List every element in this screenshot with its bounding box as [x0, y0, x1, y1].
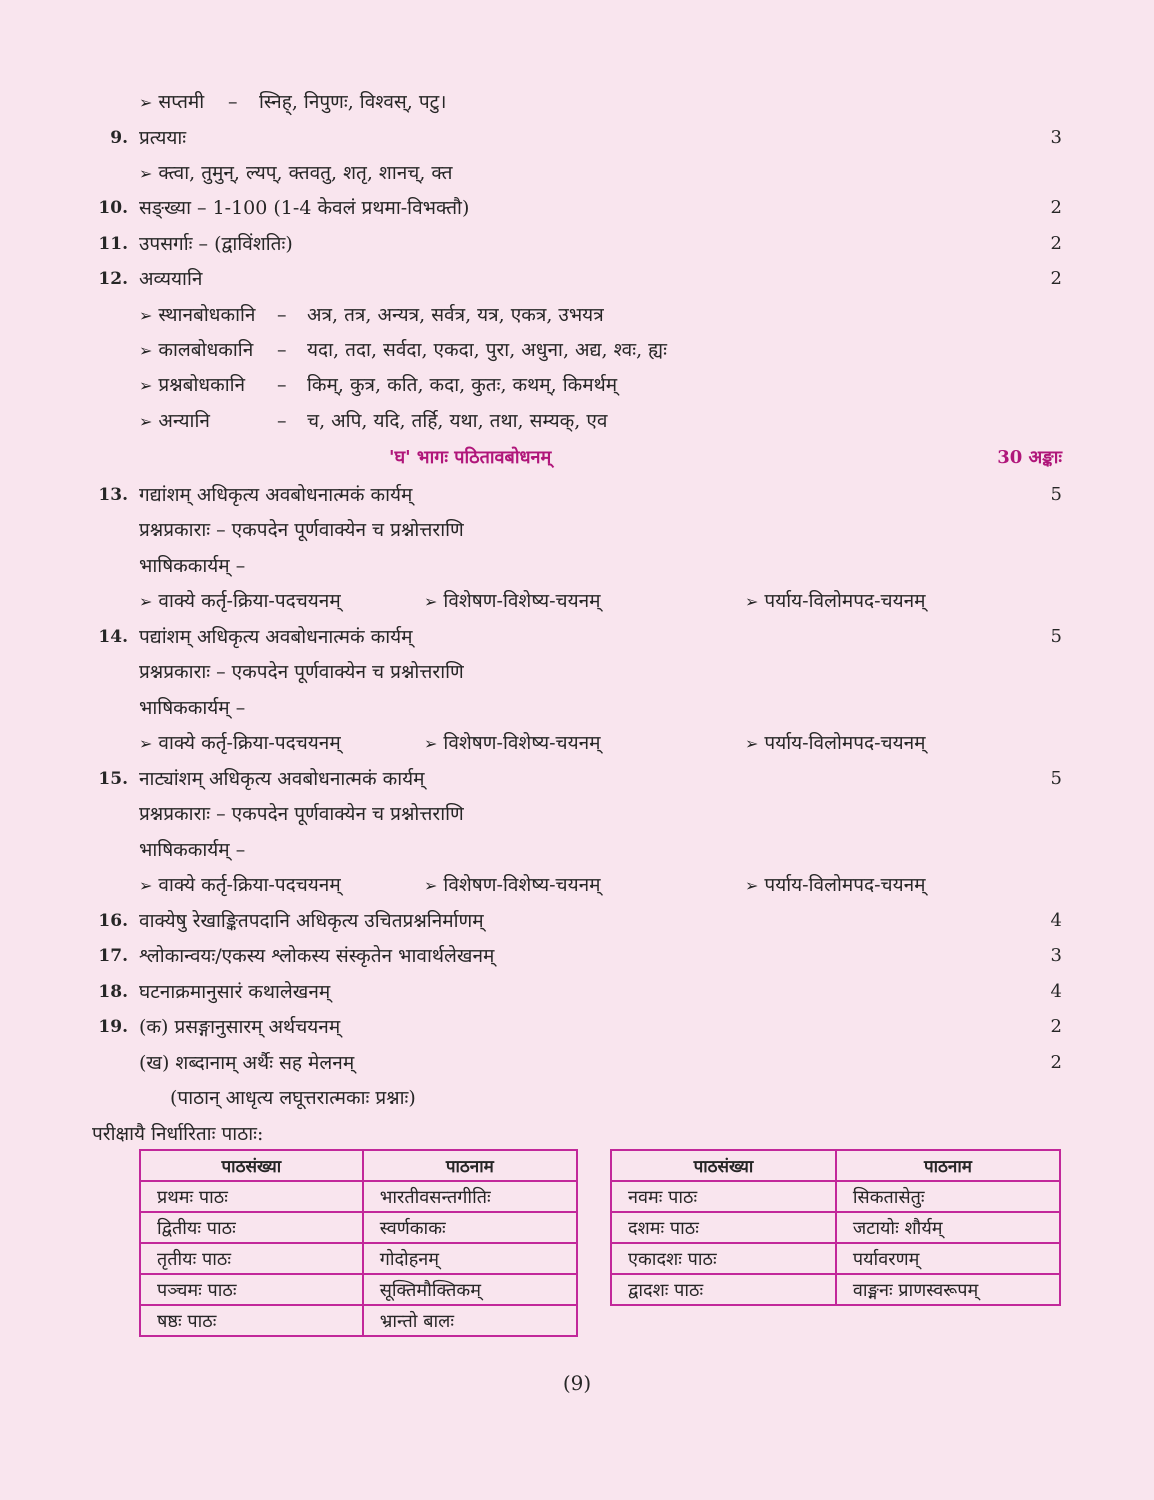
arrow-bullet-icon: ➢: [139, 93, 153, 112]
arrow-bullet-icon: ➢: [139, 734, 153, 753]
lesson-number: एकादशः पाठः: [611, 1243, 836, 1274]
task-label: विशेषण-विशेष्य-चयनम्: [443, 732, 601, 754]
item-marks: 4: [1050, 981, 1062, 1002]
question-line: [0, 939, 1154, 973]
task-item: [745, 584, 926, 619]
dash: –: [277, 339, 287, 361]
syllabus-line: [0, 298, 1154, 332]
item-number: 9.: [110, 128, 128, 148]
item-number: 15.: [98, 769, 128, 789]
lesson-name: गोदोहनम्: [363, 1243, 577, 1274]
language-task-label: भाषिककार्यम् –: [139, 697, 246, 719]
task-label: विशेषण-विशेष्य-चयनम्: [443, 590, 601, 612]
item-values: अत्र, तत्र, अन्यत्र, सर्वत्र, यत्र, एकत्र, उभयत्र: [307, 304, 604, 326]
syllabus-line: [0, 368, 1154, 402]
lesson-number: द्वितीयः पाठः: [140, 1212, 363, 1243]
lesson-number: षष्ठः पाठः: [140, 1305, 363, 1336]
lesson-number: पञ्चमः पाठः: [140, 1274, 363, 1305]
item-values: क्त्वा, तुमुन्, ल्यप्, क्तवतु, शतृ, शानच्, क्त: [158, 162, 453, 184]
language-task-label: भाषिककार्यम् –: [139, 555, 246, 577]
item-text: अव्ययानि: [139, 268, 203, 290]
item-number: 16.: [98, 911, 128, 931]
item-values: यदा, तदा, सर्वदा, एकदा, पुरा, अधुना, अद्य, श्वः, ह्यः: [307, 339, 667, 361]
arrow-bullet-icon: ➢: [139, 592, 153, 611]
arrow-bullet-icon: ➢: [745, 734, 759, 753]
language-task-line: [0, 549, 1154, 583]
question-note: (पाठान् आधृत्य लघूत्तरात्मकाः प्रश्नाः): [170, 1087, 416, 1109]
column-header: पाठनाम: [363, 1150, 577, 1181]
task-item: [745, 726, 926, 761]
bullet-item: [139, 333, 253, 368]
item-text: (क) प्रसङ्गानुसारम् अर्थचयनम्: [139, 1016, 341, 1038]
task-item: [424, 584, 601, 619]
syllabus-line: [0, 121, 1154, 155]
bullet-item: [139, 404, 210, 439]
table-row: [140, 1274, 577, 1305]
question-type-line: [0, 513, 1154, 547]
arrow-bullet-icon: ➢: [139, 412, 153, 431]
table-row: [611, 1274, 1060, 1305]
item-number: 13.: [98, 485, 128, 505]
table-header-row: [611, 1150, 1060, 1181]
item-marks: 2: [1050, 268, 1062, 289]
syllabus-line: [0, 85, 1154, 119]
section-heading: [0, 441, 1154, 475]
item-values: स्निह्, निपुणः, विश्वस्, पटु।: [259, 91, 447, 113]
question-type: प्रश्नप्रकाराः – एकपदेन पूर्णवाक्येन च प्रश्नोत्तराणि: [139, 803, 464, 825]
item-text: सङ्ख्या – 1-100 (1-4 केवलं प्रथमा-विभक्तौ): [139, 197, 470, 219]
lesson-name: वाङ्मनः प्राणस्वरूपम्: [836, 1274, 1060, 1305]
lesson-name: जटायोः शौर्यम्: [836, 1212, 1060, 1243]
question-line: [0, 1046, 1154, 1080]
item-label: प्रश्नबोधकानि: [158, 374, 246, 396]
language-task-line: [0, 691, 1154, 725]
task-item: [424, 726, 601, 761]
item-number: 12.: [98, 269, 128, 289]
column-header: पाठसंख्या: [611, 1150, 836, 1181]
section-title: 'घ' भागः पठितावबोधनम्: [389, 447, 552, 468]
table-row: [140, 1181, 577, 1212]
arrow-bullet-icon: ➢: [139, 876, 153, 895]
item-number: 17.: [98, 946, 128, 966]
syllabus-line: [0, 333, 1154, 367]
language-task-label: भाषिककार्यम् –: [139, 839, 246, 861]
item-number: 19.: [98, 1017, 128, 1037]
lesson-number: द्वादशः पाठः: [611, 1274, 836, 1305]
task-item: [139, 584, 341, 619]
item-values: च, अपि, यदि, तर्हि, यथा, तथा, सम्यक्, एव: [307, 410, 608, 432]
lesson-name: भारतीवसन्तगीतिः: [363, 1181, 577, 1212]
table-row: [140, 1305, 577, 1336]
item-marks: 2: [1050, 1016, 1062, 1037]
item-text: पद्यांशम् अधिकृत्य अवबोधनात्मकं कार्यम्: [139, 626, 413, 648]
item-marks: 5: [1050, 626, 1062, 647]
item-label: सप्तमी: [158, 91, 205, 113]
bullet-item: [139, 156, 452, 191]
task-item: [424, 868, 601, 903]
item-number: 14.: [98, 627, 128, 647]
question-type: प्रश्नप्रकाराः – एकपदेन पूर्णवाक्येन च प्रश्नोत्तराणि: [139, 661, 464, 683]
item-text: नाट्यांशम् अधिकृत्य अवबोधनात्मकं कार्यम्: [139, 768, 425, 790]
lesson-number: तृतीयः पाठः: [140, 1243, 363, 1274]
lesson-name: सूक्तिमौक्तिकम्: [363, 1274, 577, 1305]
syllabus-line: [0, 156, 1154, 190]
page-number: (9): [562, 1371, 592, 1395]
item-text: वाक्येषु रेखाङ्कितपदानि अधिकृत्य उचितप्रश्ननिर्माणम्: [139, 910, 484, 932]
question-line: [0, 762, 1154, 796]
item-marks: 5: [1050, 484, 1062, 505]
bullet-item: [139, 85, 204, 120]
arrow-bullet-icon: ➢: [745, 592, 759, 611]
section-marks: 30 अङ्काः: [997, 447, 1062, 468]
item-number: 11.: [98, 234, 128, 254]
lesson-name: भ्रान्तो बालः: [363, 1305, 577, 1336]
task-item: [745, 868, 926, 903]
item-marks: 2: [1050, 233, 1062, 254]
task-label: विशेषण-विशेष्य-चयनम्: [443, 874, 601, 896]
item-marks: 5: [1050, 768, 1062, 789]
table-row: [140, 1243, 577, 1274]
arrow-bullet-icon: ➢: [139, 341, 153, 360]
arrow-bullet-icon: ➢: [745, 876, 759, 895]
arrow-bullet-icon: ➢: [139, 164, 153, 183]
syllabus-label-text: परीक्षायै निर्धारिताः पाठाः: [92, 1123, 257, 1145]
task-list: [0, 868, 1154, 902]
task-list: [0, 726, 1154, 760]
task-label: वाक्ये कर्तृ-क्रिया-पदचयनम्: [158, 590, 341, 612]
item-text: प्रत्ययाः: [139, 127, 187, 149]
syllabus-line: [0, 191, 1154, 225]
column-header: पाठसंख्या: [140, 1150, 363, 1181]
question-line: [0, 1010, 1154, 1044]
table-row: [611, 1212, 1060, 1243]
dash: –: [277, 410, 287, 432]
question-type: प्रश्नप्रकाराः – एकपदेन पूर्णवाक्येन च प्रश्नोत्तराणि: [139, 519, 464, 541]
item-marks: 2: [1050, 197, 1062, 218]
task-item: [139, 868, 341, 903]
lesson-name: पर्यावरणम्: [836, 1243, 1060, 1274]
task-label: वाक्ये कर्तृ-क्रिया-पदचयनम्: [158, 874, 341, 896]
bullet-item: [139, 298, 255, 333]
item-text: गद्यांशम् अधिकृत्य अवबोधनात्मकं कार्यम्: [139, 484, 413, 506]
question-type-line: [0, 797, 1154, 831]
lesson-number: दशमः पाठः: [611, 1212, 836, 1243]
lesson-name: सिकतासेतुः: [836, 1181, 1060, 1212]
bullet-item: [139, 368, 245, 403]
syllabus-label-line: [0, 1117, 1154, 1151]
dash: –: [277, 304, 287, 326]
task-item: [139, 726, 341, 761]
item-text: उपसर्गाः – (द्वाविंशतिः): [139, 233, 293, 255]
syllabus-line: [0, 262, 1154, 296]
item-text: घटनाक्रमानुसारं कथालेखनम्: [139, 981, 331, 1003]
question-line: [0, 904, 1154, 938]
lessons-table-right: [610, 1149, 1061, 1306]
table-row: [611, 1243, 1060, 1274]
item-label: कालबोधकानि: [158, 339, 254, 361]
item-text: (ख) शब्दानाम् अर्थैः सह मेलनम्: [139, 1052, 355, 1074]
arrow-bullet-icon: ➢: [424, 734, 438, 753]
task-label: पर्याय-विलोमपद-चयनम्: [764, 874, 926, 896]
arrow-bullet-icon: ➢: [139, 306, 153, 325]
task-label: पर्याय-विलोमपद-चयनम्: [764, 590, 926, 612]
item-values: किम्, कुत्र, कति, कदा, कुतः, कथम्, किमर्थम्: [307, 374, 618, 396]
question-note-line: [0, 1081, 1154, 1115]
dash: –: [277, 374, 287, 396]
task-list: [0, 584, 1154, 618]
item-marks: 4: [1050, 910, 1062, 931]
item-marks: 2: [1050, 1052, 1062, 1073]
arrow-bullet-icon: ➢: [424, 592, 438, 611]
item-text: श्लोकान्वयः/एकस्य श्लोकस्य संस्कृतेन भावार्थलेखनम्: [139, 945, 495, 967]
question-type-line: [0, 655, 1154, 689]
item-marks: 3: [1050, 127, 1062, 148]
question-line: [0, 478, 1154, 512]
task-label: वाक्ये कर्तृ-क्रिया-पदचयनम्: [158, 732, 341, 754]
task-label: पर्याय-विलोमपद-चयनम्: [764, 732, 926, 754]
syllabus-line: [0, 404, 1154, 438]
question-line: [0, 620, 1154, 654]
language-task-line: [0, 833, 1154, 867]
arrow-bullet-icon: ➢: [424, 876, 438, 895]
lesson-number: नवमः पाठः: [611, 1181, 836, 1212]
syllabus-label: परीक्षायै निर्धारिताः पाठाः:: [92, 1123, 264, 1145]
column-header: पाठनाम: [836, 1150, 1060, 1181]
lesson-name: स्वर्णकाकः: [363, 1212, 577, 1243]
item-label: अन्यानि: [158, 410, 210, 432]
item-marks: 3: [1050, 945, 1062, 966]
lessons-table-left: [139, 1149, 578, 1337]
item-number: 10.: [98, 198, 128, 218]
lesson-number: प्रथमः पाठः: [140, 1181, 363, 1212]
table-row: [140, 1212, 577, 1243]
question-line: [0, 975, 1154, 1009]
item-label: स्थानबोधकानि: [158, 304, 256, 326]
table-header-row: [140, 1150, 577, 1181]
syllabus-line: [0, 227, 1154, 261]
table-row: [611, 1181, 1060, 1212]
item-number: 18.: [98, 982, 128, 1002]
dash: –: [228, 91, 238, 113]
arrow-bullet-icon: ➢: [139, 376, 153, 395]
